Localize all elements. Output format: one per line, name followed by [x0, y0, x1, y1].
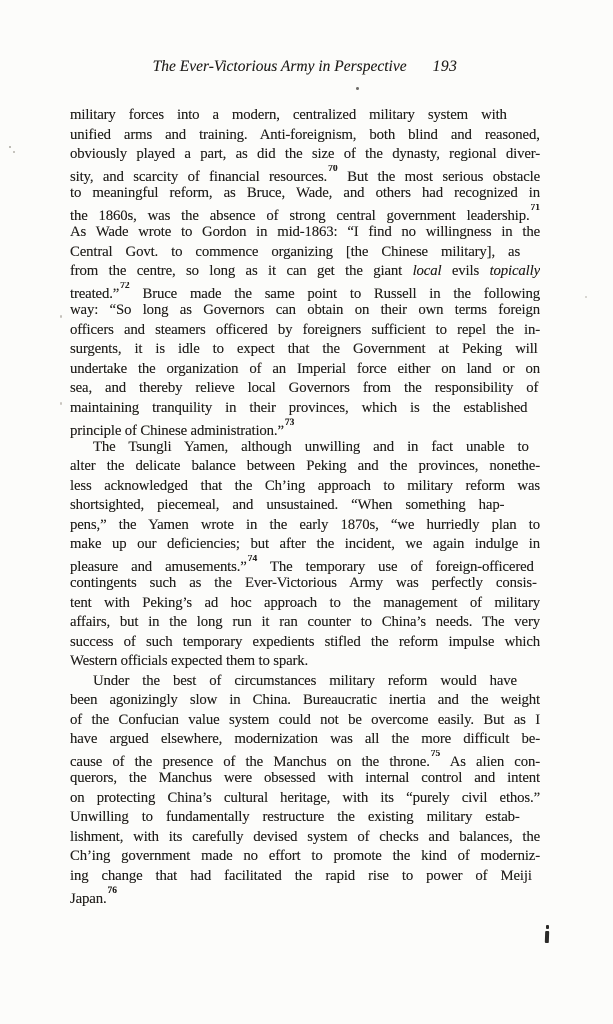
- footnote-ref: 76: [107, 886, 117, 896]
- line-text: Unwilling to fundamentally restructure the existing military estab-: [70, 809, 520, 825]
- italic-text: local: [412, 263, 442, 279]
- line-text: unified arms and training. Anti-foreignism, both blind and reasoned,: [70, 126, 540, 143]
- line-text: less acknowledged that the Ch’ing approach to military reform was: [70, 477, 540, 494]
- text-line: [70, 867, 540, 887]
- line-text: treated.”$^{72}$ Bruce made the same point to Russell in the following: [70, 281, 540, 301]
- page-body: [70, 106, 540, 906]
- line-text: maintaining tranquility in their provinces, which is the established: [70, 399, 528, 416]
- line-text: officers and steamers officered by foreigners sufficient to repel the in-: [70, 321, 540, 338]
- line-text: of the Confucian value system could not be overcome easily. But as I: [70, 711, 540, 728]
- text-line: [70, 847, 540, 867]
- line-text: obviously played a part, as did the size of the dynasty, regional diver-: [70, 146, 540, 162]
- line-text: Ch’ing government made no effort to promote the kind of moderniz-: [70, 848, 540, 864]
- footnote-ref: 73: [284, 418, 295, 428]
- text-line: [70, 769, 540, 789]
- text-line: [70, 301, 540, 321]
- text-line: [70, 379, 540, 399]
- line-text: from the centre, so long as it can get the giant local evils topically: [70, 263, 540, 279]
- text-line: [70, 165, 540, 185]
- text-line: [70, 438, 540, 458]
- text-line: [70, 106, 540, 126]
- text-line: [70, 574, 540, 594]
- text-line: [70, 223, 540, 243]
- line-text: Central Govt. to commence organizing [the Chinese military], as: [70, 243, 521, 260]
- text-line: [70, 808, 540, 828]
- line-text: success of such temporary expedients stifled the reform impulse which: [70, 633, 540, 650]
- text-line: [70, 399, 540, 419]
- line-text: undertake the organization of an Imperial force either on land or on: [70, 360, 540, 377]
- scan-speck-artifact: [13, 151, 15, 153]
- line-text: contingents such as the Ever-Victorious Army was perfectly consis-: [70, 575, 537, 591]
- footnote-ref: 75: [430, 749, 441, 759]
- text-line: [70, 652, 540, 672]
- footnote-ref: 72: [120, 281, 130, 291]
- text-line: [70, 789, 540, 809]
- text-line: [70, 457, 540, 477]
- text-line: [70, 613, 540, 633]
- text-line: [70, 145, 540, 165]
- line-text: sity, and scarcity of financial resources.$^{70}$ But the most serious obstacle: [70, 164, 540, 184]
- footnote-ref: 70: [328, 164, 338, 174]
- ink-mark-dot-artifact: [546, 925, 549, 929]
- line-text: querors, the Manchus were obsessed with internal control and intent: [70, 770, 540, 786]
- text-line: [70, 418, 540, 438]
- italic-text: topically: [489, 263, 540, 279]
- line-text: As Wade wrote to Gordon in mid-1863: “I find no willingness in the: [70, 224, 540, 240]
- text-line: [70, 711, 540, 731]
- line-text: The Tsungli Yamen, although unwilling and in fact unable to: [93, 438, 529, 455]
- line-text: lishment, with its carefully devised system of checks and balances, the: [70, 828, 540, 845]
- line-text: shortsighted, piecemeal, and unsustained. “When something hap-: [70, 497, 505, 513]
- text-line: [70, 282, 540, 302]
- scan-speck-artifact: [60, 315, 62, 318]
- text-line: [70, 321, 540, 341]
- running-header-title: The Ever-Victorious Army in Perspective: [152, 58, 407, 75]
- text-line: [70, 886, 540, 906]
- text-line: [70, 750, 540, 770]
- text-line: [70, 828, 540, 848]
- line-text: to meaningful reform, as Bruce, Wade, and others had recognized in: [70, 185, 540, 201]
- footnote-ref: 74: [247, 554, 258, 564]
- running-header: [70, 57, 540, 77]
- line-text: tent with Peking’s ad hoc approach to the management of military: [70, 594, 540, 611]
- paragraph: [70, 438, 540, 672]
- line-text: affairs, but in the long run it ran counter to China’s needs. The very: [70, 614, 540, 630]
- line-text: sea, and thereby relieve local Governors from the responsibility of: [70, 380, 539, 396]
- line-text: Japan.$^{76}$: [70, 886, 117, 906]
- line-text: Western officials expected them to spark.: [70, 653, 309, 669]
- scan-speck-artifact: [356, 87, 359, 90]
- text-line: [70, 126, 540, 146]
- line-text: pens,” the Yamen wrote in the early 1870s, “we hurriedly plan to: [70, 516, 540, 533]
- scan-speck-artifact: [60, 402, 62, 405]
- line-text: on protecting China’s cultural heritage, with its “purely civil ethos.”: [70, 789, 540, 806]
- text-line: [70, 477, 540, 497]
- line-text: surgents, it is idle to expect that the Government at Peking will: [70, 341, 538, 357]
- footnote-ref: 71: [530, 203, 540, 213]
- line-text: principle of Chinese administration.”$^{73}$: [70, 418, 295, 438]
- text-line: [70, 730, 540, 750]
- text-line: [70, 516, 540, 536]
- scan-speck-artifact: [9, 146, 11, 148]
- text-line: [70, 184, 540, 204]
- line-text: pleasure and amusements.”$^{74}$ The temporary use of foreign-officered: [70, 554, 534, 574]
- line-text: way: “So long as Governors can obtain on their own terms foreign: [70, 302, 540, 318]
- line-text: have argued elsewhere, modernization was all the more difficult be-: [70, 731, 540, 747]
- text-line: [70, 340, 540, 360]
- line-text: cause of the presence of the Manchus on the throne.$^{75}$ As alien con-: [70, 749, 540, 769]
- text-line: [70, 360, 540, 380]
- line-text: Under the best of circumstances military reform would have: [93, 672, 517, 689]
- text-line: [70, 535, 540, 555]
- text-line: [70, 594, 540, 614]
- line-text: been agonizingly slow in China. Bureaucratic inertia and the weight: [70, 692, 540, 708]
- text-line: [70, 691, 540, 711]
- text-line: [70, 243, 540, 263]
- scan-speck-artifact: [585, 296, 587, 298]
- paragraph: [70, 106, 540, 438]
- line-text: military forces into a modern, centralized military system with: [70, 107, 507, 123]
- text-line: [70, 555, 540, 575]
- paragraph: [70, 672, 540, 906]
- text-line: [70, 633, 540, 653]
- line-text: ing change that had facilitated the rapid rise to power of Meiji: [70, 867, 532, 884]
- ink-mark-stem-artifact: [545, 931, 549, 943]
- line-text: make up our deficiencies; but after the incident, we again indulge in: [70, 536, 540, 552]
- text-line: [70, 672, 540, 692]
- line-text: alter the delicate balance between Peking and the provinces, nonethe-: [70, 458, 540, 474]
- text-line: [70, 262, 540, 282]
- text-line: [70, 204, 540, 224]
- line-text: the 1860s, was the absence of strong central government leadership.$^{71}$: [70, 203, 540, 223]
- text-line: [70, 496, 540, 516]
- page-number: 193: [432, 58, 458, 75]
